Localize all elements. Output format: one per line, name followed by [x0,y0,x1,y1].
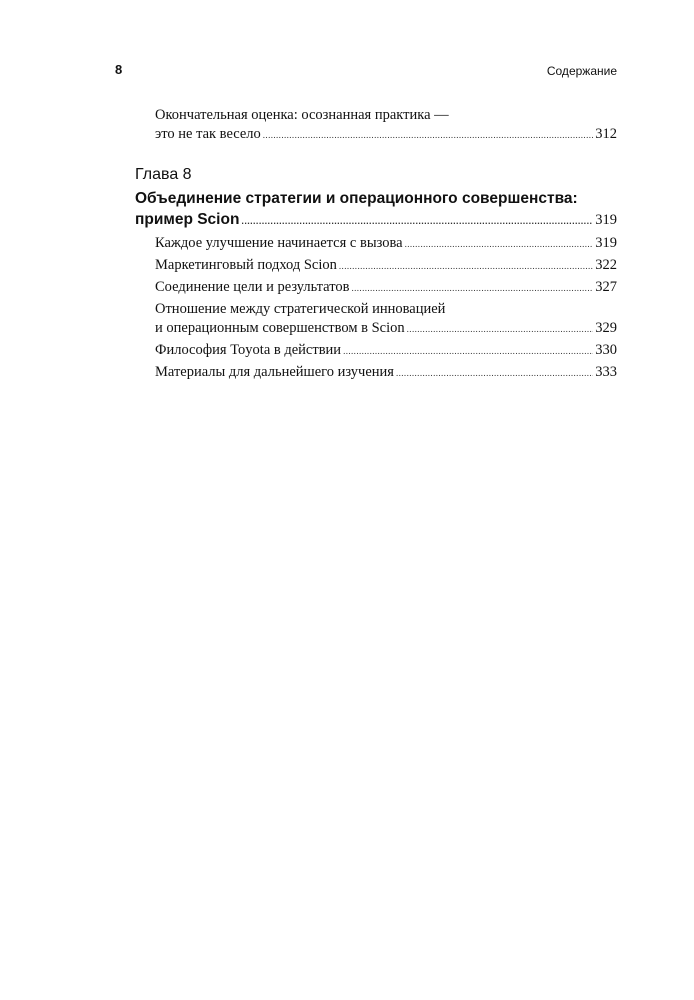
dot-leader [263,126,593,145]
toc-entry[interactable] [135,256,617,276]
dot-leader [351,279,593,298]
toc-entry-text-line2: это не так весело [155,126,261,142]
toc-entry-text: Материалы для дальнейшего изучения [155,364,394,380]
toc-entry[interactable] [135,278,617,298]
toc-entry[interactable] [135,234,617,254]
dot-leader [339,257,593,276]
toc-entry-text-line2: и операционным совершенством в Scion [155,320,405,336]
toc-entry-page: 322 [595,257,617,273]
dot-leader [407,320,594,339]
toc-entry[interactable] [135,363,617,383]
toc-entry[interactable] [135,341,617,361]
toc-entry-page: 312 [595,126,617,142]
dot-leader [396,364,593,383]
toc-entry-text-line1: Окончательная оценка: осознанная практика — [155,107,449,123]
chapter-title[interactable] [135,188,617,232]
chapter-page: 319 [595,212,617,228]
chapter-title-line1: Объединение стратегии и операционного совершенства: [135,190,578,207]
toc-entry-text: Каждое улучшение начинается с вызова [155,235,403,251]
chapter-title-line2: пример Scion [135,211,240,228]
toc-entry-text: Маркетинговый подход Scion [155,257,337,273]
toc-entry-page: 329 [595,320,617,336]
toc-entry-text: Философия Toyota в действии [155,342,342,358]
toc-entry-page: 319 [595,235,617,251]
toc-previous-section [135,106,617,147]
dot-leader [241,211,593,232]
toc-entry-text-line1: Отношение между стратегической инновацией [155,301,446,317]
dot-leader [343,342,593,361]
page-number: 8 [115,62,123,77]
toc-entry-text: Соединение цели и результатов [155,279,350,295]
toc-chapter-8 [135,166,617,385]
toc-entry[interactable] [135,300,617,339]
toc-entry-page: 330 [595,342,617,358]
dot-leader [405,235,594,254]
toc-entry[interactable] [135,106,617,145]
toc-entry-page: 327 [595,279,617,295]
running-head: Содержание [546,64,617,78]
toc-entry-page: 333 [595,364,617,380]
chapter-label: Глава 8 [135,166,192,183]
